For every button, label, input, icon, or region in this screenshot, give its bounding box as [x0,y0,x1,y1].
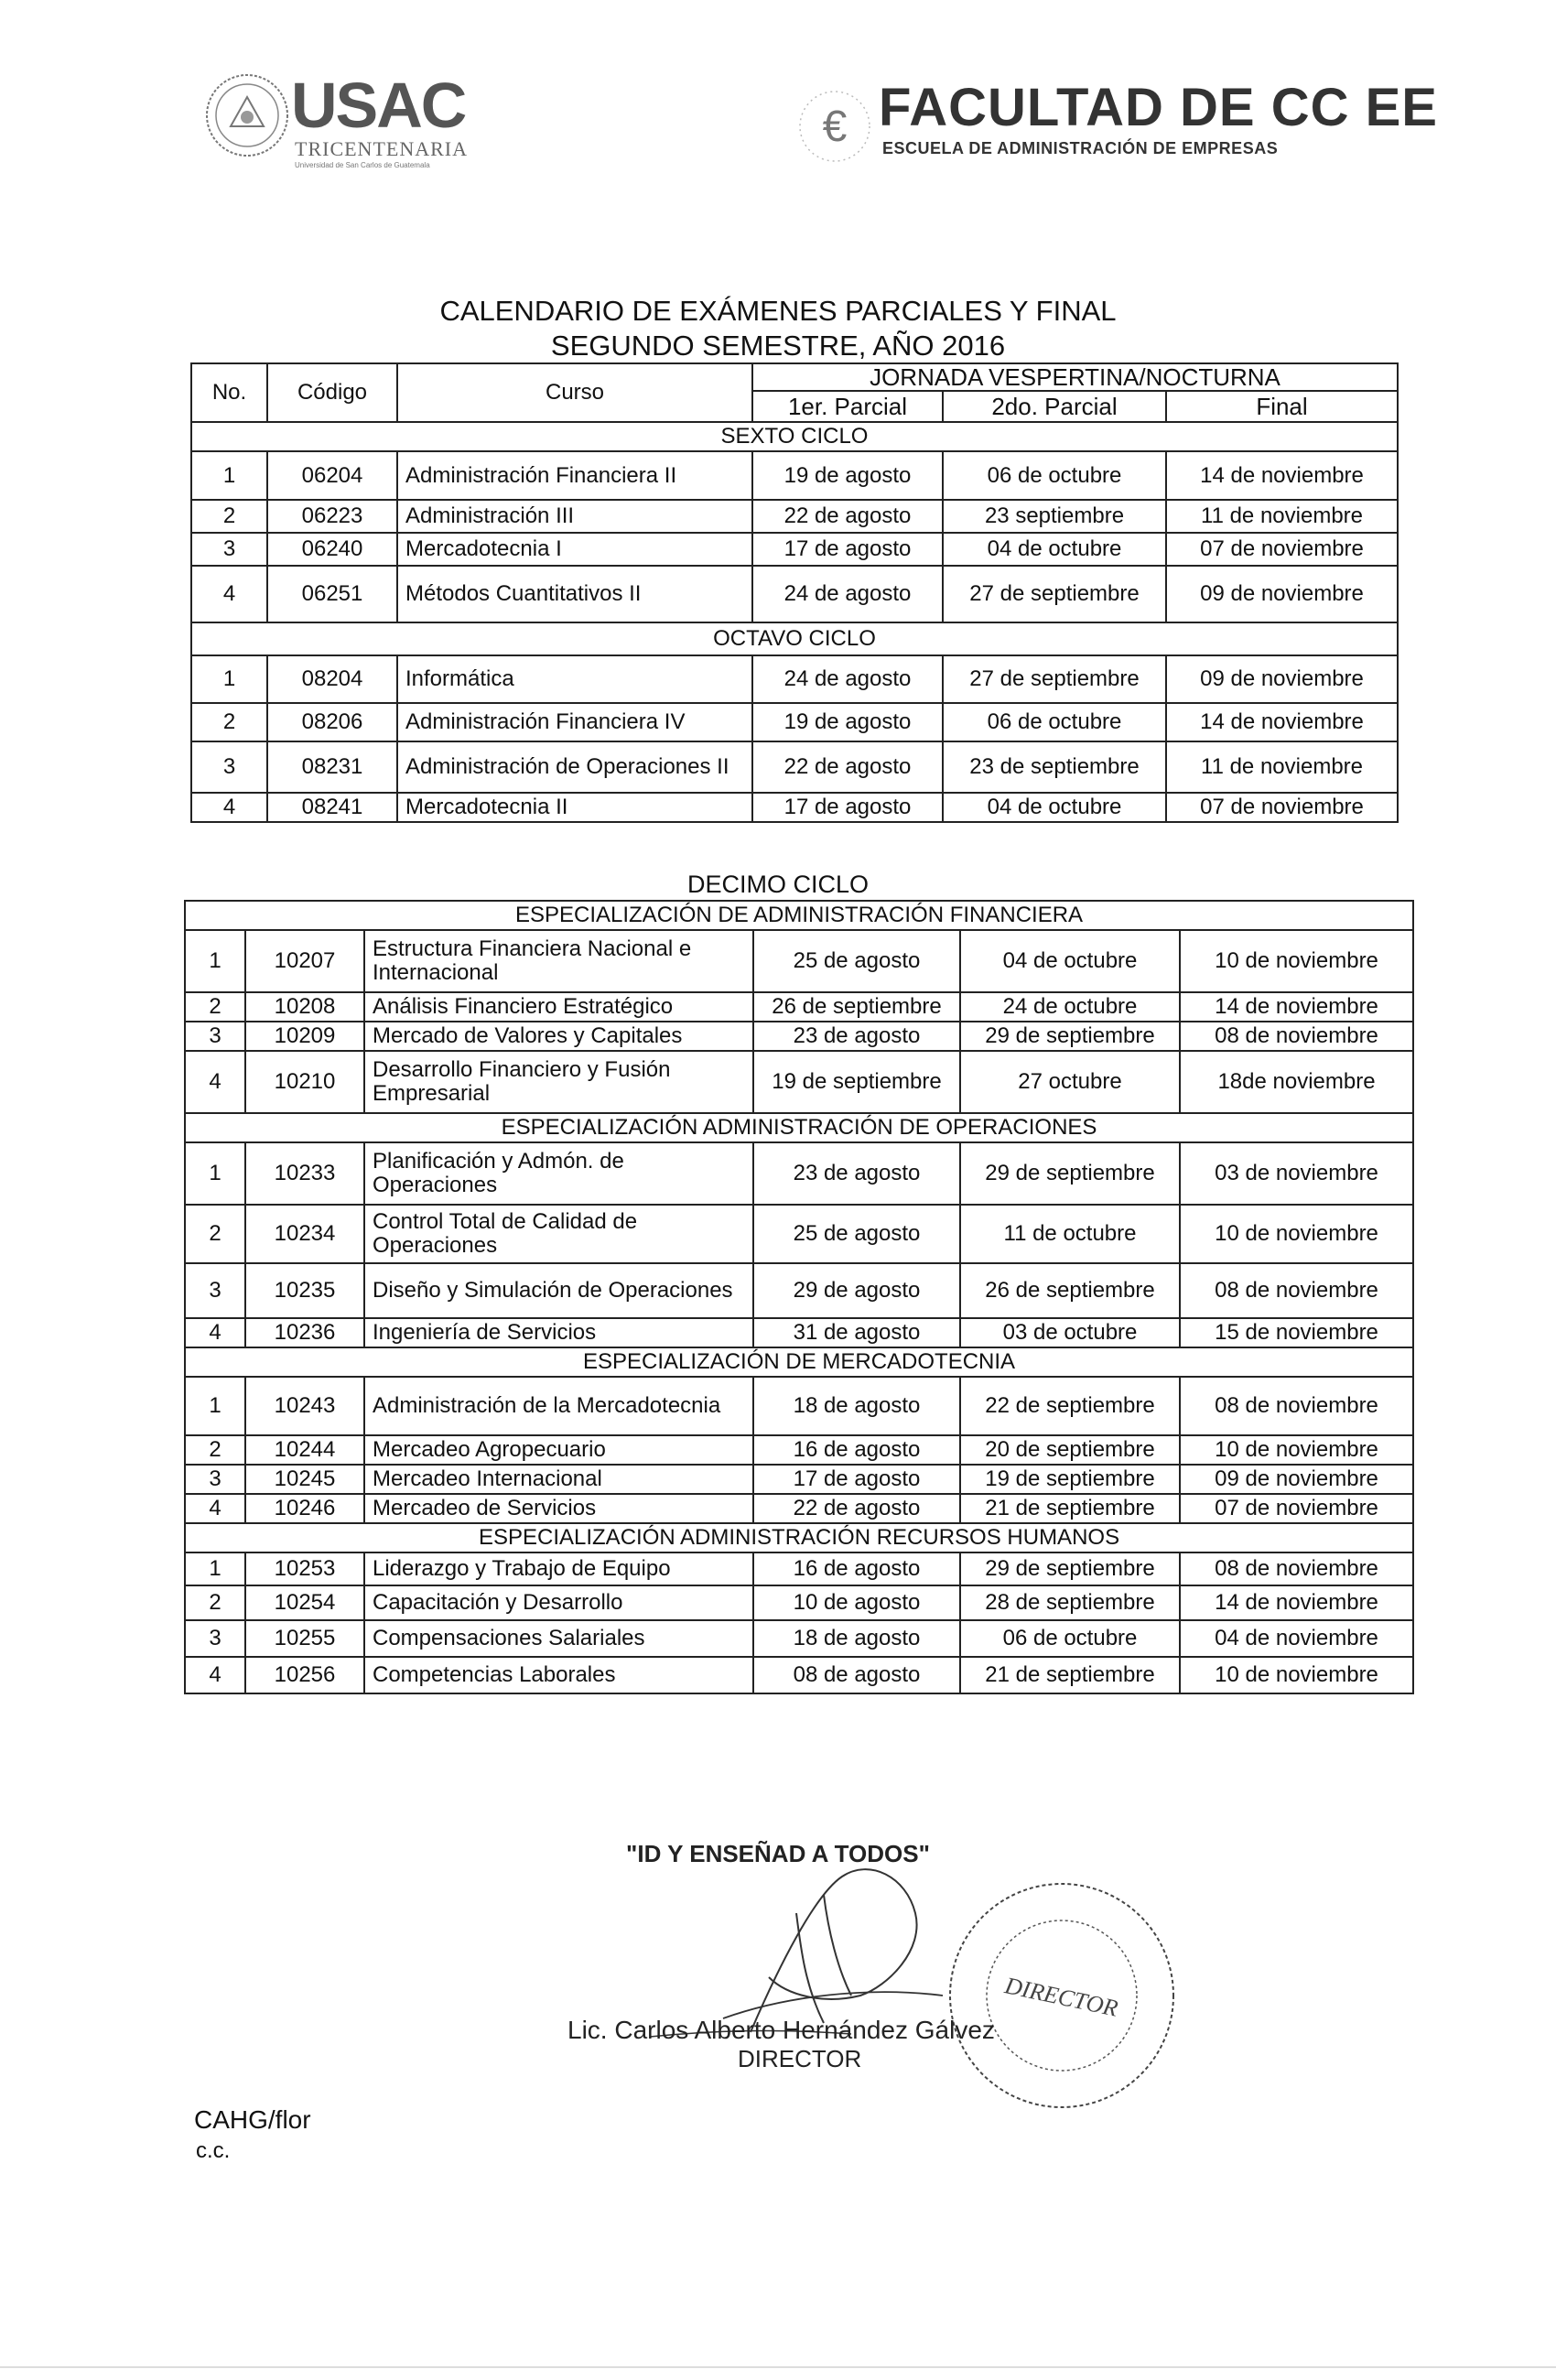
university-motto: "ID Y ENSEÑAD A TODOS" [626,1840,930,1867]
row-parcial1: 22 de agosto [752,500,943,533]
row-no: 3 [191,533,267,566]
row-final: 10 de noviembre [1180,1657,1413,1693]
row-no: 4 [185,1051,245,1113]
row-course: Mercadeo Internacional [364,1465,753,1494]
row-parcial1: 16 de agosto [753,1435,960,1465]
row-course: Mercadeo Agropecuario [364,1435,753,1465]
row-final: 10 de noviembre [1180,930,1413,992]
table-row [191,741,1398,793]
header-codigo: Código [267,363,397,422]
row-no: 4 [191,793,267,822]
row-code: 06251 [267,566,397,622]
header-parcial1: 1er. Parcial [752,391,943,422]
header-final: Final [1166,391,1398,422]
row-parcial1: 25 de agosto [753,1205,960,1263]
faculty-subtitle: ESCUELA DE ADMINISTRACIÓN DE EMPRESAS [882,139,1279,157]
row-parcial1: 17 de agosto [752,793,943,822]
row-no: 2 [185,1435,245,1465]
row-course: Competencias Laborales [364,1657,753,1693]
row-parcial1: 10 de agosto [753,1585,960,1620]
row-course: Mercadotecnia II [397,793,752,822]
row-code: 10209 [245,1022,364,1051]
row-final: 11 de noviembre [1166,741,1398,793]
row-no: 1 [191,451,267,500]
row-final: 14 de noviembre [1180,1585,1413,1620]
row-final: 10 de noviembre [1180,1435,1413,1465]
row-parcial1: 25 de agosto [753,930,960,992]
header-no: No. [191,363,267,422]
row-course: Diseño y Simulación de Operaciones [364,1263,753,1318]
row-parcial2: 23 septiembre [943,500,1166,533]
row-code: 10235 [245,1263,364,1318]
row-final: 15 de noviembre [1180,1318,1413,1347]
row-parcial2: 22 de septiembre [960,1377,1180,1435]
row-code: 10253 [245,1552,364,1585]
row-course: Administración de Operaciones II [397,741,752,793]
section-title-operaciones: ESPECIALIZACIÓN ADMINISTRACIÓN DE OPERACIONES [185,1113,1413,1142]
reference-initials: CAHG/flor [194,2105,311,2134]
euro-emblem-icon [787,81,888,168]
svg-text:€: € [822,103,848,151]
row-parcial2: 04 de octubre [943,533,1166,566]
table-row [185,1318,1413,1347]
row-final: 11 de noviembre [1166,500,1398,533]
header-jornada: JORNADA VESPERTINA/NOCTURNA [752,363,1398,391]
faculty-title: FACULTAD DE CC EE [879,78,1438,137]
row-parcial1: 23 de agosto [753,1142,960,1205]
row-parcial1: 24 de agosto [752,566,943,622]
row-no: 2 [191,703,267,741]
row-code: 06204 [267,451,397,500]
row-code: 08241 [267,793,397,822]
row-no: 3 [185,1263,245,1318]
row-parcial2: 04 de octubre [960,930,1180,992]
table-row [185,1022,1413,1051]
section-row [191,622,1398,655]
row-code: 10233 [245,1142,364,1205]
section-title-mercadotecnia: ESPECIALIZACIÓN DE MERCADOTECNIA [185,1347,1413,1377]
row-parcial2: 20 de septiembre [960,1435,1180,1465]
table-row [185,992,1413,1022]
row-course: Control Total de Calidad de Operaciones [364,1205,753,1263]
row-course: Capacitación y Desarrollo [364,1585,753,1620]
row-parcial1: 16 de agosto [753,1552,960,1585]
row-no: 4 [185,1657,245,1693]
row-parcial1: 17 de agosto [752,533,943,566]
row-parcial2: 11 de octubre [960,1205,1180,1263]
director-seal-stamp [934,1867,1190,2124]
row-parcial2: 06 de octubre [943,703,1166,741]
table-row [185,1494,1413,1523]
row-final: 10 de noviembre [1180,1205,1413,1263]
row-course: Informática [397,655,752,703]
row-final: 14 de noviembre [1166,703,1398,741]
row-no: 1 [191,655,267,703]
row-parcial2: 27 octubre [960,1051,1180,1113]
table-row [185,1657,1413,1693]
row-parcial2: 21 de septiembre [960,1657,1180,1693]
row-parcial2: 29 de septiembre [960,1142,1180,1205]
row-course: Ingeniería de Servicios [364,1318,753,1347]
row-parcial1: 24 de agosto [752,655,943,703]
row-no: 2 [185,992,245,1022]
row-parcial1: 19 de agosto [752,451,943,500]
row-final: 08 de noviembre [1180,1022,1413,1051]
row-parcial2: 06 de octubre [943,451,1166,500]
table-row [185,1552,1413,1585]
row-code: 08204 [267,655,397,703]
page-bottom-divider [0,2366,1556,2368]
table-row [191,566,1398,622]
carbon-copy-note: c.c. [196,2138,231,2163]
row-parcial1: 22 de agosto [753,1494,960,1523]
row-code: 10245 [245,1465,364,1494]
row-course: Planificación y Admón. de Operaciones [364,1142,753,1205]
row-no: 3 [185,1620,245,1657]
row-course: Administración de la Mercadotecnia [364,1377,753,1435]
row-no: 4 [185,1494,245,1523]
row-final: 07 de noviembre [1166,793,1398,822]
section-row [185,1113,1413,1142]
row-parcial1: 22 de agosto [752,741,943,793]
header-parcial2: 2do. Parcial [943,391,1166,422]
schedule-table-decimo [184,900,1414,1694]
university-seal-icon [203,71,291,159]
usac-university-name: Universidad de San Carlos de Guatemala [295,161,430,169]
row-no: 4 [185,1318,245,1347]
table-row [185,1465,1413,1494]
header-row [191,363,1398,391]
row-code: 08206 [267,703,397,741]
row-no: 3 [185,1022,245,1051]
decimo-ciclo-title: DECIMO CICLO [686,871,870,898]
row-final: 04 de noviembre [1180,1620,1413,1657]
row-final: 08 de noviembre [1180,1263,1413,1318]
row-course: Mercado de Valores y Capitales [364,1022,753,1051]
row-no: 3 [185,1465,245,1494]
table-row [185,1142,1413,1205]
row-final: 18de noviembre [1180,1051,1413,1113]
section-title-financiera: ESPECIALIZACIÓN DE ADMINISTRACIÓN FINANCIERA [185,901,1413,930]
row-code: 06223 [267,500,397,533]
signer-name: Lic. Carlos Alberto Hernández Gálvez [567,2016,995,2044]
row-no: 3 [191,741,267,793]
table-row [191,533,1398,566]
row-final: 09 de noviembre [1166,566,1398,622]
section-title-octavo: OCTAVO CICLO [191,622,1398,655]
row-no: 1 [185,1377,245,1435]
section-row [185,1347,1413,1377]
row-code: 10210 [245,1051,364,1113]
row-final: 08 de noviembre [1180,1552,1413,1585]
row-parcial2: 06 de octubre [960,1620,1180,1657]
row-no: 2 [185,1585,245,1620]
row-parcial1: 19 de septiembre [753,1051,960,1113]
row-parcial2: 27 de septiembre [943,655,1166,703]
table-row [191,500,1398,533]
row-parcial2: 23 de septiembre [943,741,1166,793]
signer-role: DIRECTOR [738,2045,862,2072]
row-parcial2: 04 de octubre [943,793,1166,822]
row-parcial1: 08 de agosto [753,1657,960,1693]
row-code: 10244 [245,1435,364,1465]
row-final: 03 de noviembre [1180,1142,1413,1205]
row-no: 2 [185,1205,245,1263]
row-code: 10254 [245,1585,364,1620]
row-course: Administración Financiera IV [397,703,752,741]
row-no: 4 [191,566,267,622]
row-final: 14 de noviembre [1180,992,1413,1022]
row-parcial1: 26 de septiembre [753,992,960,1022]
row-final: 08 de noviembre [1180,1377,1413,1435]
row-code: 10255 [245,1620,364,1657]
row-parcial2: 19 de septiembre [960,1465,1180,1494]
row-final: 09 de noviembre [1166,655,1398,703]
row-course: Liderazgo y Trabajo de Equipo [364,1552,753,1585]
row-course: Mercadotecnia I [397,533,752,566]
row-final: 09 de noviembre [1180,1465,1413,1494]
section-title-rrhh: ESPECIALIZACIÓN ADMINISTRACIÓN RECURSOS HUMANOS [185,1523,1413,1552]
row-course: Métodos Cuantitativos II [397,566,752,622]
row-code: 10208 [245,992,364,1022]
row-parcial1: 31 de agosto [753,1318,960,1347]
table-row [185,1620,1413,1657]
row-code: 08231 [267,741,397,793]
row-code: 06240 [267,533,397,566]
row-final: 07 de noviembre [1166,533,1398,566]
table-row [191,703,1398,741]
row-parcial1: 23 de agosto [753,1022,960,1051]
row-parcial2: 26 de septiembre [960,1263,1180,1318]
table-row [185,1435,1413,1465]
row-course: Mercadeo de Servicios [364,1494,753,1523]
section-row [185,1523,1413,1552]
table-row [185,1585,1413,1620]
row-final: 14 de noviembre [1166,451,1398,500]
row-parcial1: 29 de agosto [753,1263,960,1318]
letterhead [0,0,1556,183]
row-code: 10243 [245,1377,364,1435]
row-parcial2: 27 de septiembre [943,566,1166,622]
calendar-title: CALENDARIO DE EXÁMENES PARCIALES Y FINAL [439,295,1117,327]
row-no: 1 [185,930,245,992]
row-course: Compensaciones Salariales [364,1620,753,1657]
table-row [191,793,1398,822]
row-parcial2: 03 de octubre [960,1318,1180,1347]
usac-wordmark: USAC [291,70,466,141]
row-course: Administración Financiera II [397,451,752,500]
seal-text: DIRECTOR [1002,1972,1120,2022]
row-code: 10207 [245,930,364,992]
section-row [191,422,1398,451]
table-row [185,1051,1413,1113]
row-parcial2: 24 de octubre [960,992,1180,1022]
row-code: 10236 [245,1318,364,1347]
table-row [185,1377,1413,1435]
row-parcial1: 18 de agosto [753,1620,960,1657]
table-row [185,1205,1413,1263]
row-course: Estructura Financiera Nacional e Internacional [364,930,753,992]
row-parcial1: 17 de agosto [753,1465,960,1494]
row-no: 2 [191,500,267,533]
section-title-sexto: SEXTO CICLO [191,422,1398,451]
row-parcial1: 18 de agosto [753,1377,960,1435]
usac-tagline: TRICENTENARIA [295,137,468,160]
row-code: 10234 [245,1205,364,1263]
row-parcial1: 19 de agosto [752,703,943,741]
semester-title: SEGUNDO SEMESTRE, AÑO 2016 [550,330,1006,362]
row-code: 10246 [245,1494,364,1523]
row-course: Desarrollo Financiero y Fusión Empresarial [364,1051,753,1113]
row-parcial2: 28 de septiembre [960,1585,1180,1620]
row-final: 07 de noviembre [1180,1494,1413,1523]
section-row [185,901,1413,930]
table-row [191,655,1398,703]
table-row [185,1263,1413,1318]
row-parcial2: 29 de septiembre [960,1552,1180,1585]
row-no: 1 [185,1552,245,1585]
row-parcial2: 29 de septiembre [960,1022,1180,1051]
row-parcial2: 21 de septiembre [960,1494,1180,1523]
header-curso: Curso [397,363,752,422]
table-row [185,930,1413,992]
table-row [191,451,1398,500]
row-course: Administración III [397,500,752,533]
row-code: 10256 [245,1657,364,1693]
row-no: 1 [185,1142,245,1205]
row-course: Análisis Financiero Estratégico [364,992,753,1022]
schedule-table-sexto-octavo [190,362,1399,823]
